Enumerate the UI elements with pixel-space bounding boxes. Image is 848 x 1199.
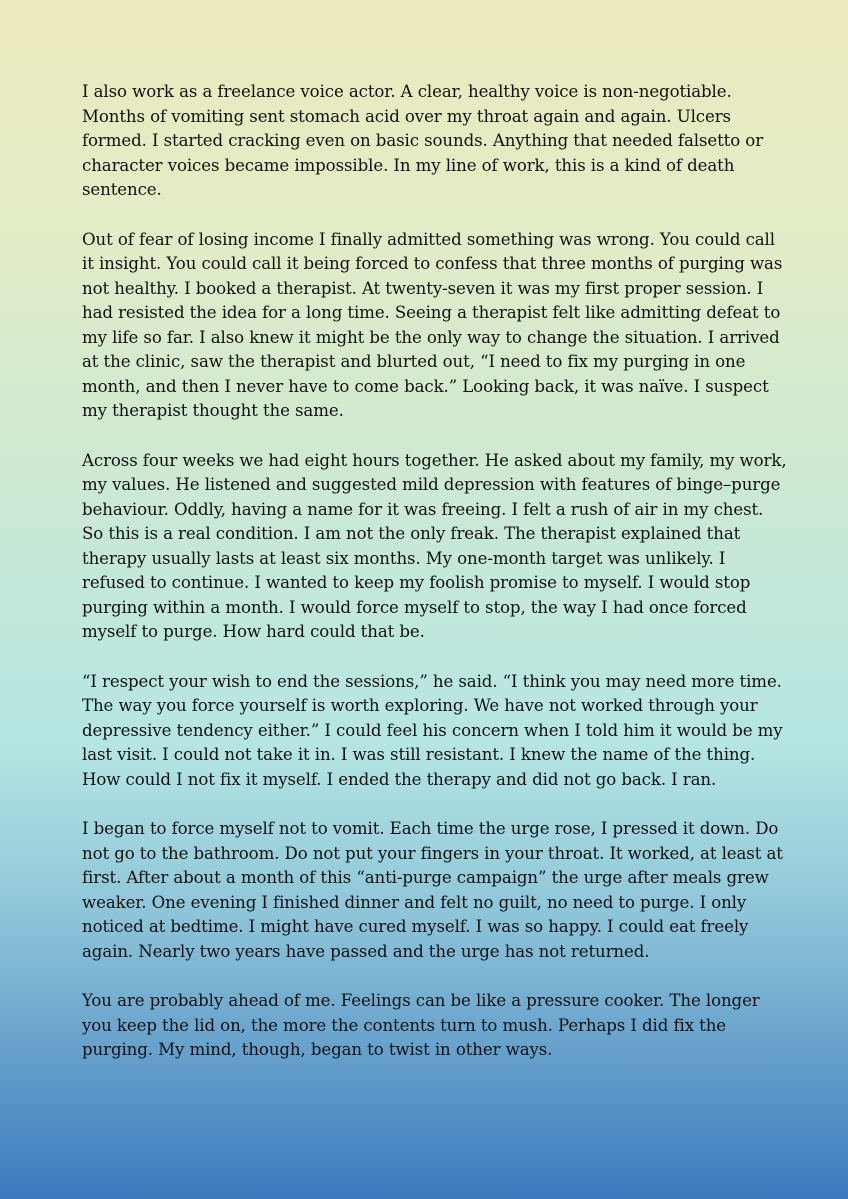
paragraph-voice-actor: I also work as a freelance voice actor. A clear, healthy voice is non-negotiable. Months of vomiting sent stomach acid over my throat again and again. Ulcers formed. I started cracking even on basic sounds. Anything that needed falsetto or character voices became impossible. In my line of work, this is a kind of death sentence. bbox=[82, 82, 764, 199]
paragraph-ending-therapy: “I respect your wish to end the sessions,” he said. “I think you may need more time. The way you force yourself is worth exploring. We have not worked through your depressive tendency either.” I could feel his concern when I told him it would be my last visit. I could not take it in. I was still resistant. I knew the name of the thing. How could I not fix it myself. I ended the therapy and did not go back. I ran. bbox=[82, 671, 783, 789]
paragraph-therapy-sessions: Across four weeks we had eight hours together. He asked about my family, my work, my values. He listened and suggested mild depression with features of binge–purge behaviour. Oddly, having a name for it was freeing. I felt a rush of air in my chest. So this is a real condition. I am not the only freak. The therapist explained that therapy usually lasts at least six months. My one-month target was unlikely. I refused to continue. I wanted to keep my foolish promise to myself. I would stop purging within a month. I would force myself to stop, the way I had once forced myself to purge. How hard could that be. bbox=[82, 450, 787, 641]
paragraph-pressure-cooker: You are probably ahead of me. Feelings can be like a pressure cooker. The longer you keep the lid on, the more the contents turn to mush. Perhaps I did fix the purging. My mind, though, began to twist in other ways. bbox=[82, 991, 760, 1059]
paragraph-anti-purge: I began to force myself not to vomit. Each time the urge rose, I pressed it down. Do not go to the bathroom. Do not put your fingers in your throat. It worked, at least at first. After about a month of this “anti-purge campaign” the urge after meals grew weaker. One evening I finished dinner and felt no guilt, no need to purge. I only noticed at bedtime. I might have cured myself. I was so happy. I could eat freely again. Nearly two years have passed and the urge has not returned. bbox=[82, 819, 783, 961]
paragraph-booking-therapist: Out of fear of losing income I finally admitted something was wrong. You could call it insight. You could call it being forced to confess that three months of purging was not healthy. I booked a therapist. At twenty-seven it was my first proper session. I had resisted the idea for a long time. Seeing a therapist felt like admitting defeat to my life so far. I also knew it might be the only way to change the situation. I arrived at the clinic, saw the therapist and blurted out, “I need to fix my purging in one month, and then I never have to come back.” Looking back, it was naïve. I suspect my therapist thought the same. bbox=[82, 229, 783, 420]
